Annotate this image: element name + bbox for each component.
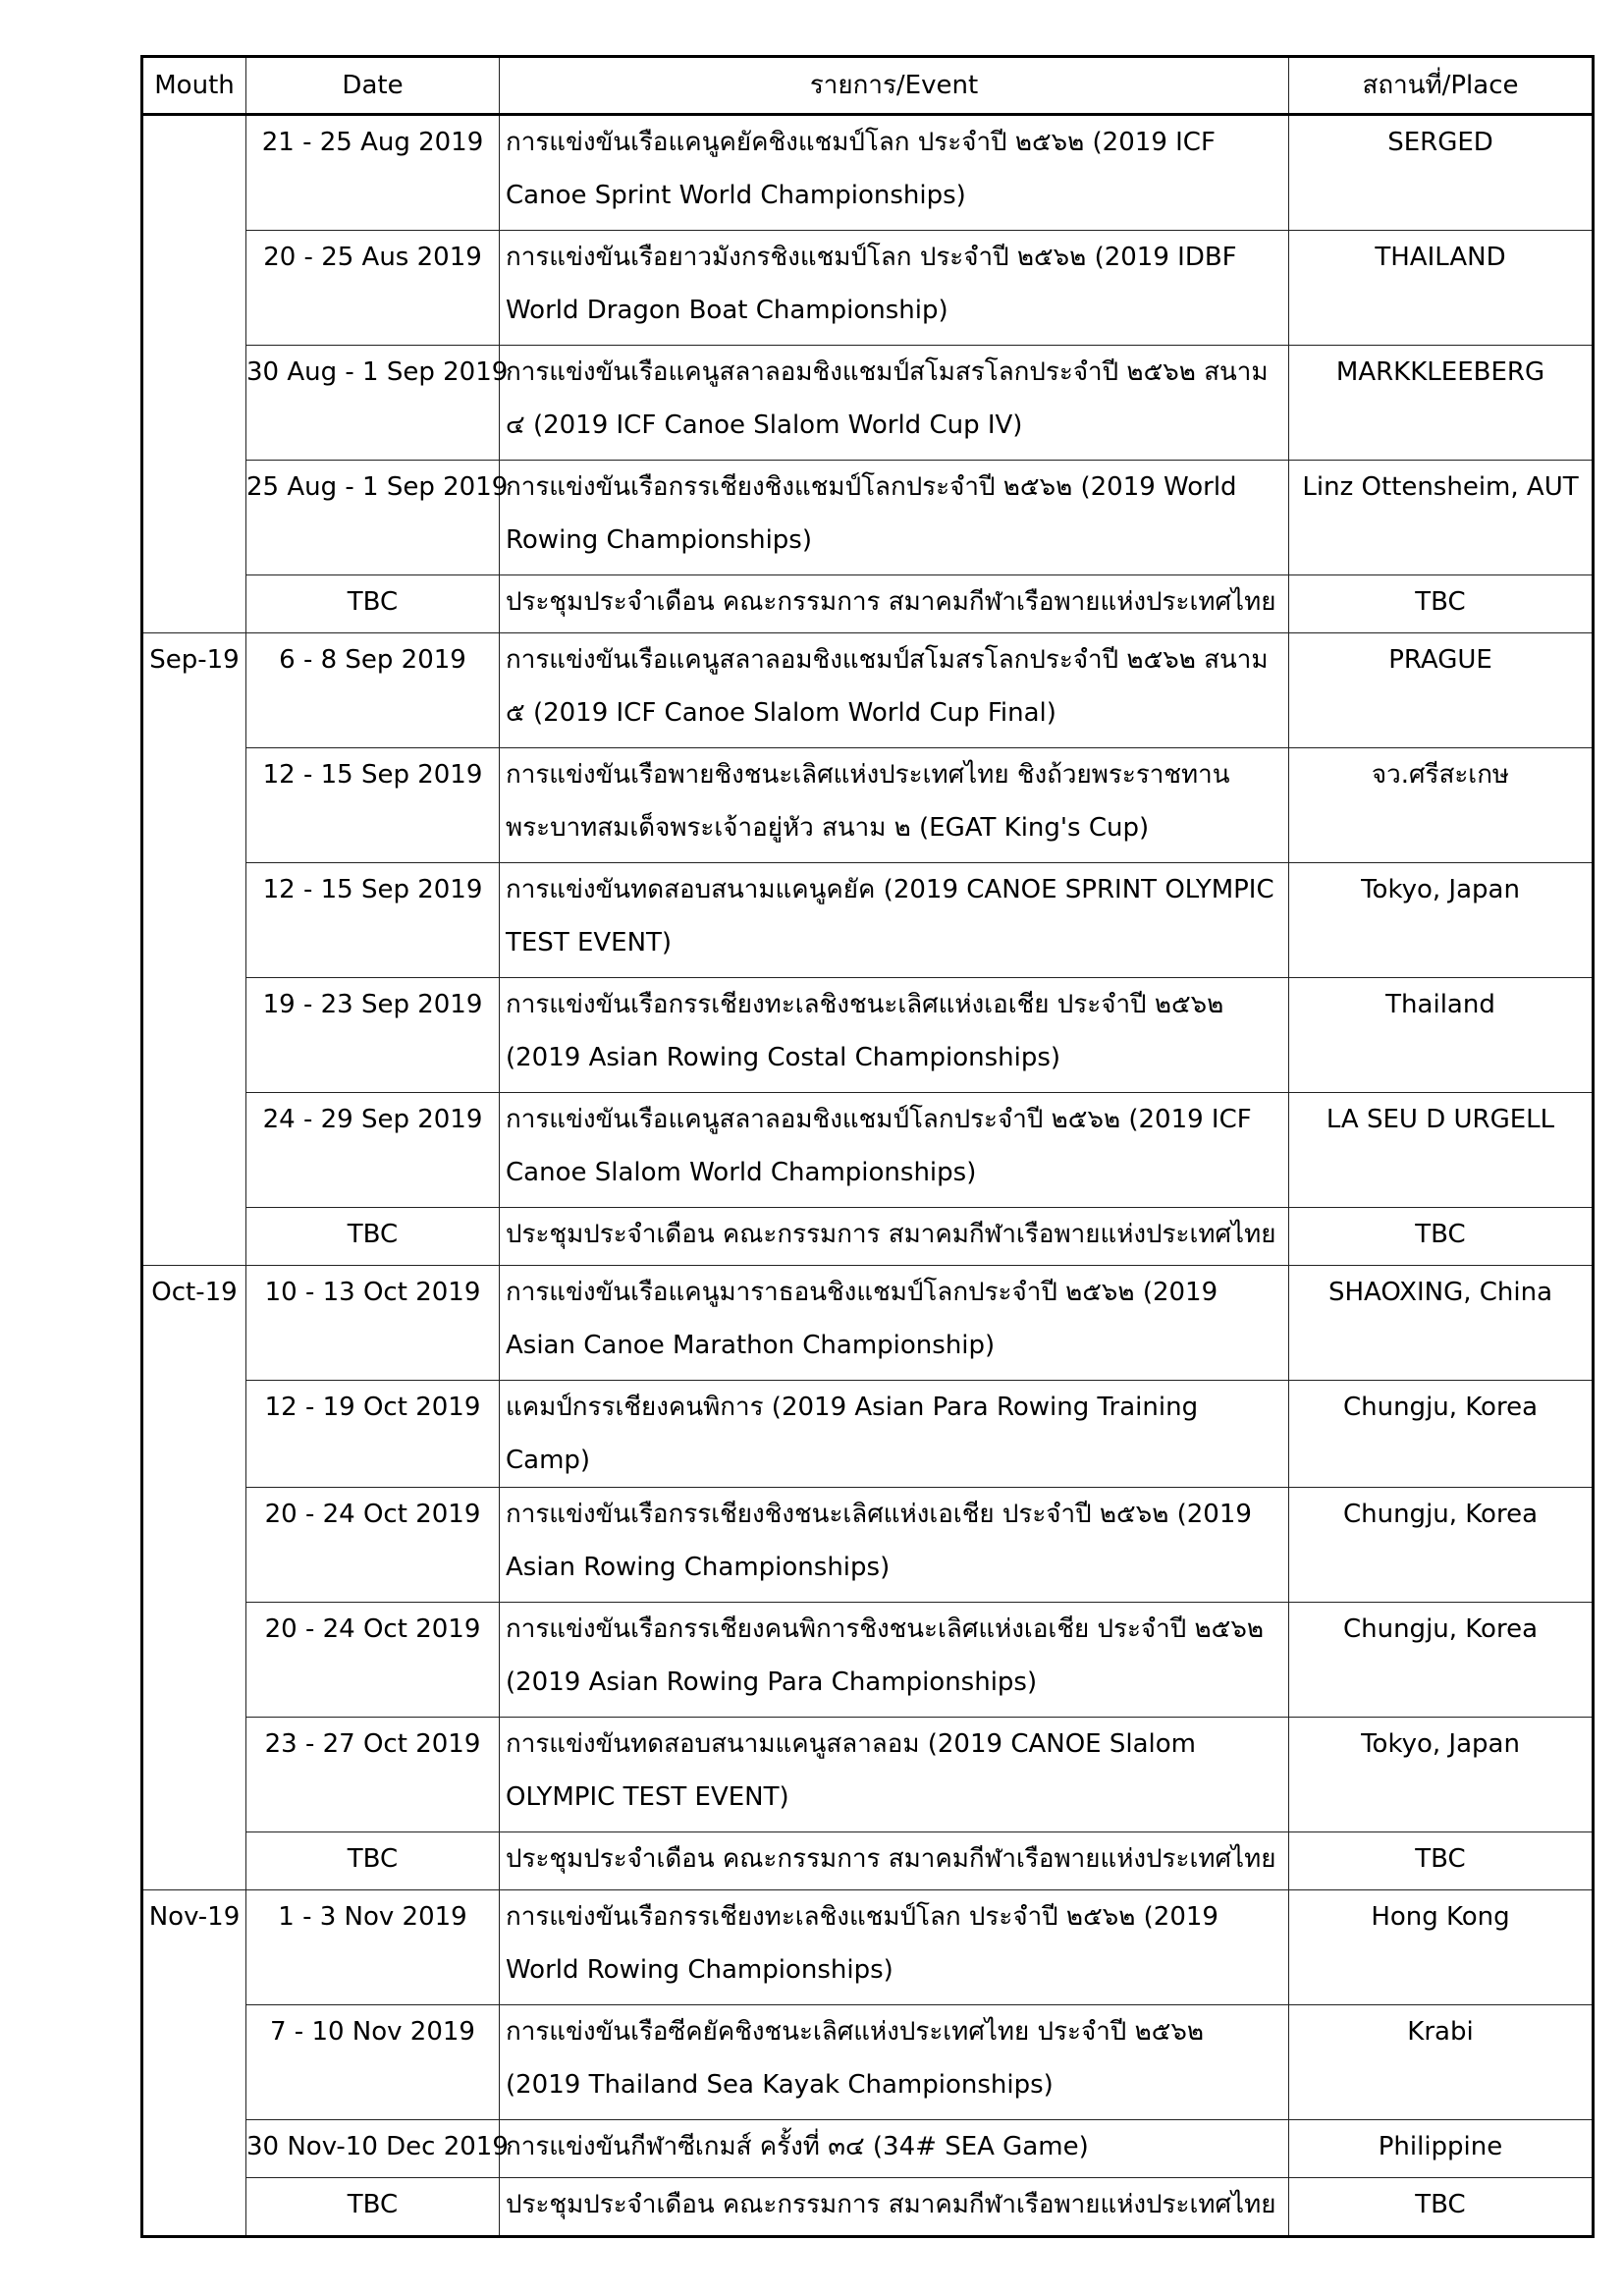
table-row	[142, 1266, 1594, 1381]
event-cell: ประชุมประจำเดือน คณะกรรมการ สมาคมกีฬาเรือพายแห่งประเทศไทย	[500, 1208, 1289, 1266]
event-cell: การแข่งขันกีฬาซีเกมส์ ครั้งที่ ๓๔ (34# SEA Game)	[500, 2120, 1289, 2178]
event-cell: การแข่งขันเรือกรรเชียงคนพิการชิงชนะเลิศแห่งเอเชีย ประจำปี ๒๕๖๒ (2019 Asian Rowing Para Championships)	[500, 1603, 1289, 1718]
header-date: Date	[246, 57, 500, 115]
event-cell: การแข่งขันเรือพายชิงชนะเลิศแห่งประเทศไทย ชิงถ้วยพระราชทาน พระบาทสมเด็จพระเจ้าอยู่หัว สนาม ๒ (EGAT King's Cup)	[500, 748, 1289, 863]
table-row	[142, 346, 1594, 461]
date-cell: 25 Aug - 1 Sep 2019	[246, 461, 500, 575]
place-cell: THAILAND	[1289, 231, 1594, 346]
date-cell: 20 - 24 Oct 2019	[246, 1603, 500, 1718]
table-row	[142, 1832, 1594, 1890]
event-cell: การแข่งขันทดสอบสนามแคนูคยัค (2019 CANOE SPRINT OLYMPIC TEST EVENT)	[500, 863, 1289, 978]
table-row	[142, 1208, 1594, 1266]
place-cell: SERGED	[1289, 115, 1594, 231]
place-cell: จว.ศรีสะเกษ	[1289, 748, 1594, 863]
date-cell: 12 - 15 Sep 2019	[246, 748, 500, 863]
schedule-body	[142, 115, 1594, 2237]
table-row	[142, 1093, 1594, 1208]
place-cell: Chungju, Korea	[1289, 1381, 1594, 1488]
place-cell: Tokyo, Japan	[1289, 863, 1594, 978]
date-cell: 19 - 23 Sep 2019	[246, 978, 500, 1093]
event-cell: แคมป์กรรเชียงคนพิการ (2019 Asian Para Rowing Training Camp)	[500, 1381, 1289, 1488]
table-row	[142, 1488, 1594, 1603]
date-cell: 20 - 25 Aus 2019	[246, 231, 500, 346]
event-cell: การแข่งขันเรือกรรเชียงทะเลชิงชนะเลิศแห่งเอเชีย ประจำปี ๒๕๖๒ (2019 Asian Rowing Costal Championships)	[500, 978, 1289, 1093]
place-cell: Chungju, Korea	[1289, 1488, 1594, 1603]
event-cell: การแข่งขันเรือยาวมังกรชิงแชมป์โลก ประจำปี ๒๕๖๒ (2019 IDBF World Dragon Boat Championship)	[500, 231, 1289, 346]
place-cell: Krabi	[1289, 2005, 1594, 2120]
date-cell: 30 Nov-10 Dec 2019	[246, 2120, 500, 2178]
schedule-table	[140, 55, 1595, 2238]
event-cell: ประชุมประจำเดือน คณะกรรมการ สมาคมกีฬาเรือพายแห่งประเทศไทย	[500, 1832, 1289, 1890]
date-cell: TBC	[246, 1208, 500, 1266]
event-cell: การแข่งขันเรือแคนูคยัคชิงแชมป์โลก ประจำปี ๒๕๖๒ (2019 ICF Canoe Sprint World Championships)	[500, 115, 1289, 231]
place-cell: Hong Kong	[1289, 1890, 1594, 2005]
table-row	[142, 2120, 1594, 2178]
place-cell: SHAOXING, China	[1289, 1266, 1594, 1381]
place-cell: Philippine	[1289, 2120, 1594, 2178]
table-row	[142, 1603, 1594, 1718]
place-cell: MARKKLEEBERG	[1289, 346, 1594, 461]
place-cell: Thailand	[1289, 978, 1594, 1093]
table-row	[142, 231, 1594, 346]
date-cell: 12 - 19 Oct 2019	[246, 1381, 500, 1488]
event-cell: ประชุมประจำเดือน คณะกรรมการ สมาคมกีฬาเรือพายแห่งประเทศไทย	[500, 575, 1289, 633]
table-row	[142, 461, 1594, 575]
date-cell: 24 - 29 Sep 2019	[246, 1093, 500, 1208]
header-row	[142, 57, 1594, 115]
table-row	[142, 115, 1594, 231]
place-cell: TBC	[1289, 2178, 1594, 2237]
header-place: สถานที่/Place	[1289, 57, 1594, 115]
date-cell: TBC	[246, 575, 500, 633]
event-cell: การแข่งขันเรือแคนูสลาลอมชิงแชมป์สโมสรโลกประจำปี ๒๕๖๒ สนาม ๕ (2019 ICF Canoe Slalom World Cup Final)	[500, 633, 1289, 748]
header-month: Mouth	[142, 57, 246, 115]
event-cell: การแข่งขันเรือกรรเชียงชิงแชมป์โลกประจำปี ๒๕๖๒ (2019 World Rowing Championships)	[500, 461, 1289, 575]
month-cell: Oct-19	[142, 1266, 246, 1890]
event-cell: การแข่งขันทดสอบสนามแคนูสลาลอม (2019 CANOE Slalom OLYMPIC TEST EVENT)	[500, 1718, 1289, 1832]
date-cell: 1 - 3 Nov 2019	[246, 1890, 500, 2005]
place-cell: LA SEU D URGELL	[1289, 1093, 1594, 1208]
date-cell: 6 - 8 Sep 2019	[246, 633, 500, 748]
place-cell: TBC	[1289, 1208, 1594, 1266]
date-cell: 23 - 27 Oct 2019	[246, 1718, 500, 1832]
header-event: รายการ/Event	[500, 57, 1289, 115]
event-cell: การแข่งขันเรือแคนูสลาลอมชิงแชมป์โลกประจำปี ๒๕๖๒ (2019 ICF Canoe Slalom World Championships)	[500, 1093, 1289, 1208]
place-cell: Chungju, Korea	[1289, 1603, 1594, 1718]
place-cell: PRAGUE	[1289, 633, 1594, 748]
table-row	[142, 748, 1594, 863]
place-cell: TBC	[1289, 1832, 1594, 1890]
table-row	[142, 2178, 1594, 2237]
event-cell: การแข่งขันเรือกรรเชียงทะเลชิงแชมป์โลก ประจำปี ๒๕๖๒ (2019 World Rowing Championships)	[500, 1890, 1289, 2005]
month-cell: Nov-19	[142, 1890, 246, 2237]
date-cell: 7 - 10 Nov 2019	[246, 2005, 500, 2120]
event-cell: ประชุมประจำเดือน คณะกรรมการ สมาคมกีฬาเรือพายแห่งประเทศไทย	[500, 2178, 1289, 2237]
date-cell: 21 - 25 Aug 2019	[246, 115, 500, 231]
table-row	[142, 1890, 1594, 2005]
month-cell: Sep-19	[142, 633, 246, 1266]
date-cell: TBC	[246, 2178, 500, 2237]
table-row	[142, 1718, 1594, 1832]
place-cell: Tokyo, Japan	[1289, 1718, 1594, 1832]
date-cell: TBC	[246, 1832, 500, 1890]
event-cell: การแข่งขันเรือซีคยัคชิงชนะเลิศแห่งประเทศไทย ประจำปี ๒๕๖๒ (2019 Thailand Sea Kayak Championships)	[500, 2005, 1289, 2120]
event-cell: การแข่งขันเรือแคนูสลาลอมชิงแชมป์สโมสรโลกประจำปี ๒๕๖๒ สนาม ๔ (2019 ICF Canoe Slalom World Cup IV)	[500, 346, 1289, 461]
table-row	[142, 575, 1594, 633]
place-cell: TBC	[1289, 575, 1594, 633]
place-cell: Linz Ottensheim, AUT	[1289, 461, 1594, 575]
table-row	[142, 2005, 1594, 2120]
event-cell: การแข่งขันเรือกรรเชียงชิงชนะเลิศแห่งเอเชีย ประจำปี ๒๕๖๒ (2019 Asian Rowing Championships)	[500, 1488, 1289, 1603]
table-row	[142, 1381, 1594, 1488]
table-row	[142, 978, 1594, 1093]
date-cell: 20 - 24 Oct 2019	[246, 1488, 500, 1603]
month-cell	[142, 115, 246, 633]
date-cell: 10 - 13 Oct 2019	[246, 1266, 500, 1381]
date-cell: 12 - 15 Sep 2019	[246, 863, 500, 978]
table-row	[142, 633, 1594, 748]
table-row	[142, 863, 1594, 978]
event-cell: การแข่งขันเรือแคนูมาราธอนชิงแชมป์โลกประจำปี ๒๕๖๒ (2019 Asian Canoe Marathon Championship)	[500, 1266, 1289, 1381]
date-cell: 30 Aug - 1 Sep 2019	[246, 346, 500, 461]
